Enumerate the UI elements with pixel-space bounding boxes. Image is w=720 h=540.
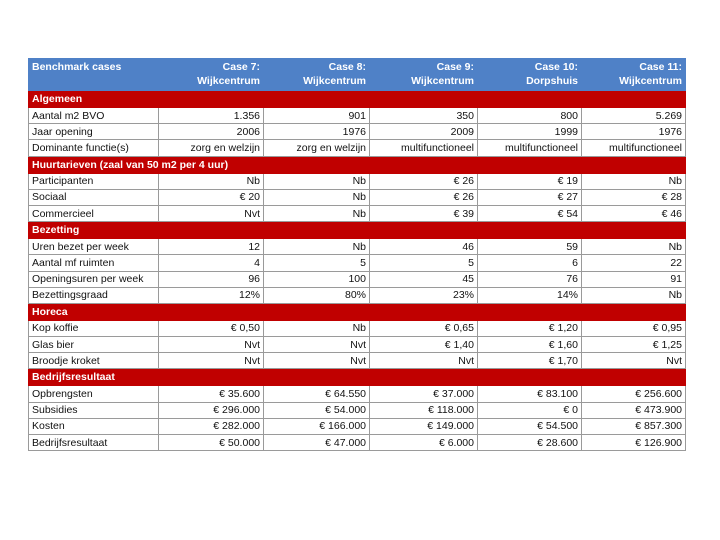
section-title: Horeca [29, 303, 686, 320]
row-value: 59 [478, 239, 582, 255]
row-label: Kop koffie [29, 320, 159, 336]
row-value: 350 [370, 108, 478, 124]
row-value: Nb [264, 189, 370, 205]
row-value: Nb [264, 205, 370, 221]
section-title: Bedrijfsresultaat [29, 369, 686, 386]
row-value: 5.269 [582, 108, 686, 124]
row-value: € 0,50 [159, 320, 264, 336]
row-value: € 1,60 [478, 337, 582, 353]
section-title: Bezetting [29, 222, 686, 239]
row-value: Nb [264, 173, 370, 189]
row-value: 5 [264, 255, 370, 271]
row-value: 1976 [264, 124, 370, 140]
row-value: Nb [582, 287, 686, 303]
row-value: € 20 [159, 189, 264, 205]
table-row [29, 205, 686, 221]
row-label: Participanten [29, 173, 159, 189]
row-label: Commercieel [29, 205, 159, 221]
row-value: Nvt [159, 205, 264, 221]
row-value: € 0,65 [370, 320, 478, 336]
header-case: Case 9: Wijkcentrum [370, 59, 478, 91]
row-value: € 1,25 [582, 337, 686, 353]
table-row [29, 435, 686, 451]
row-value: 12% [159, 287, 264, 303]
row-value: Nb [582, 239, 686, 255]
row-label: Bezettingsgraad [29, 287, 159, 303]
row-label: Subsidies [29, 402, 159, 418]
row-label: Openingsuren per week [29, 271, 159, 287]
row-value: € 54.000 [264, 402, 370, 418]
table-row [29, 320, 686, 336]
row-value: Nvt [370, 353, 478, 369]
table-row [29, 353, 686, 369]
row-value: Nb [264, 239, 370, 255]
section-row [29, 222, 686, 239]
table-row [29, 189, 686, 205]
table-row [29, 337, 686, 353]
row-value: Nb [264, 320, 370, 336]
row-value: Nb [582, 173, 686, 189]
row-value: 1976 [582, 124, 686, 140]
row-value: Nvt [264, 353, 370, 369]
table-row [29, 287, 686, 303]
row-value: Nvt [159, 353, 264, 369]
row-value: 1.356 [159, 108, 264, 124]
row-value: € 296.000 [159, 402, 264, 418]
row-value: € 282.000 [159, 418, 264, 434]
row-value: € 54.500 [478, 418, 582, 434]
row-value: 5 [370, 255, 478, 271]
benchmark-table [28, 58, 686, 451]
row-value: multifunctioneel [582, 140, 686, 156]
table-row [29, 140, 686, 156]
table-row [29, 271, 686, 287]
row-value: € 166.000 [264, 418, 370, 434]
row-value: € 28 [582, 189, 686, 205]
row-value: zorg en welzijn [159, 140, 264, 156]
row-label: Opbrengsten [29, 386, 159, 402]
row-value: 100 [264, 271, 370, 287]
row-value: 1999 [478, 124, 582, 140]
row-label: Uren bezet per week [29, 239, 159, 255]
table-row [29, 108, 686, 124]
row-label: Jaar opening [29, 124, 159, 140]
row-value: 4 [159, 255, 264, 271]
table-row [29, 386, 686, 402]
section-row [29, 369, 686, 386]
row-value: € 26 [370, 173, 478, 189]
row-value: € 256.600 [582, 386, 686, 402]
row-value: 14% [478, 287, 582, 303]
row-value: € 149.000 [370, 418, 478, 434]
row-value: 80% [264, 287, 370, 303]
benchmark-table-body [29, 59, 686, 451]
row-value: multifunctioneel [370, 140, 478, 156]
section-title: Algemeen [29, 91, 686, 108]
row-value: 2006 [159, 124, 264, 140]
row-value: € 50.000 [159, 435, 264, 451]
row-value: € 83.100 [478, 386, 582, 402]
row-label: Aantal m2 BVO [29, 108, 159, 124]
row-value: zorg en welzijn [264, 140, 370, 156]
row-value: 6 [478, 255, 582, 271]
header-label: Benchmark cases [29, 59, 159, 91]
row-label: Dominante functie(s) [29, 140, 159, 156]
table-row [29, 124, 686, 140]
row-value: € 0 [478, 402, 582, 418]
row-value: 76 [478, 271, 582, 287]
row-value: Nvt [582, 353, 686, 369]
row-value: € 27 [478, 189, 582, 205]
row-label: Glas bier [29, 337, 159, 353]
row-value: 22 [582, 255, 686, 271]
row-value: 46 [370, 239, 478, 255]
row-value: € 857.300 [582, 418, 686, 434]
row-value: € 54 [478, 205, 582, 221]
row-value: € 37.000 [370, 386, 478, 402]
row-value: € 64.550 [264, 386, 370, 402]
row-value: € 35.600 [159, 386, 264, 402]
row-value: Nvt [159, 337, 264, 353]
row-value: € 1,70 [478, 353, 582, 369]
row-value: Nvt [264, 337, 370, 353]
row-value: Nb [159, 173, 264, 189]
row-value: 91 [582, 271, 686, 287]
row-value: € 19 [478, 173, 582, 189]
row-value: 901 [264, 108, 370, 124]
row-value: 800 [478, 108, 582, 124]
row-value: € 6.000 [370, 435, 478, 451]
row-value: 2009 [370, 124, 478, 140]
row-value: € 118.000 [370, 402, 478, 418]
section-row [29, 303, 686, 320]
header-case: Case 10: Dorpshuis [478, 59, 582, 91]
row-value: € 47.000 [264, 435, 370, 451]
row-value: € 0,95 [582, 320, 686, 336]
row-label: Sociaal [29, 189, 159, 205]
section-row [29, 156, 686, 173]
table-header-row [29, 59, 686, 91]
row-value: € 28.600 [478, 435, 582, 451]
row-value: € 126.900 [582, 435, 686, 451]
header-case: Case 8: Wijkcentrum [264, 59, 370, 91]
row-label: Broodje kroket [29, 353, 159, 369]
section-row [29, 91, 686, 108]
table-row [29, 255, 686, 271]
row-label: Kosten [29, 418, 159, 434]
row-value: € 473.900 [582, 402, 686, 418]
header-case: Case 7: Wijkcentrum [159, 59, 264, 91]
table-row [29, 418, 686, 434]
row-value: € 1,40 [370, 337, 478, 353]
row-value: € 46 [582, 205, 686, 221]
table-row [29, 239, 686, 255]
row-value: € 1,20 [478, 320, 582, 336]
section-title: Huurtarieven (zaal van 50 m2 per 4 uur) [29, 156, 686, 173]
row-value: 45 [370, 271, 478, 287]
header-case: Case 11: Wijkcentrum [582, 59, 686, 91]
row-value: € 26 [370, 189, 478, 205]
row-value: 23% [370, 287, 478, 303]
row-value: € 39 [370, 205, 478, 221]
table-row [29, 402, 686, 418]
table-row [29, 173, 686, 189]
row-value: 12 [159, 239, 264, 255]
row-value: 96 [159, 271, 264, 287]
row-label: Aantal mf ruimten [29, 255, 159, 271]
row-value: multifunctioneel [478, 140, 582, 156]
row-label: Bedrijfsresultaat [29, 435, 159, 451]
